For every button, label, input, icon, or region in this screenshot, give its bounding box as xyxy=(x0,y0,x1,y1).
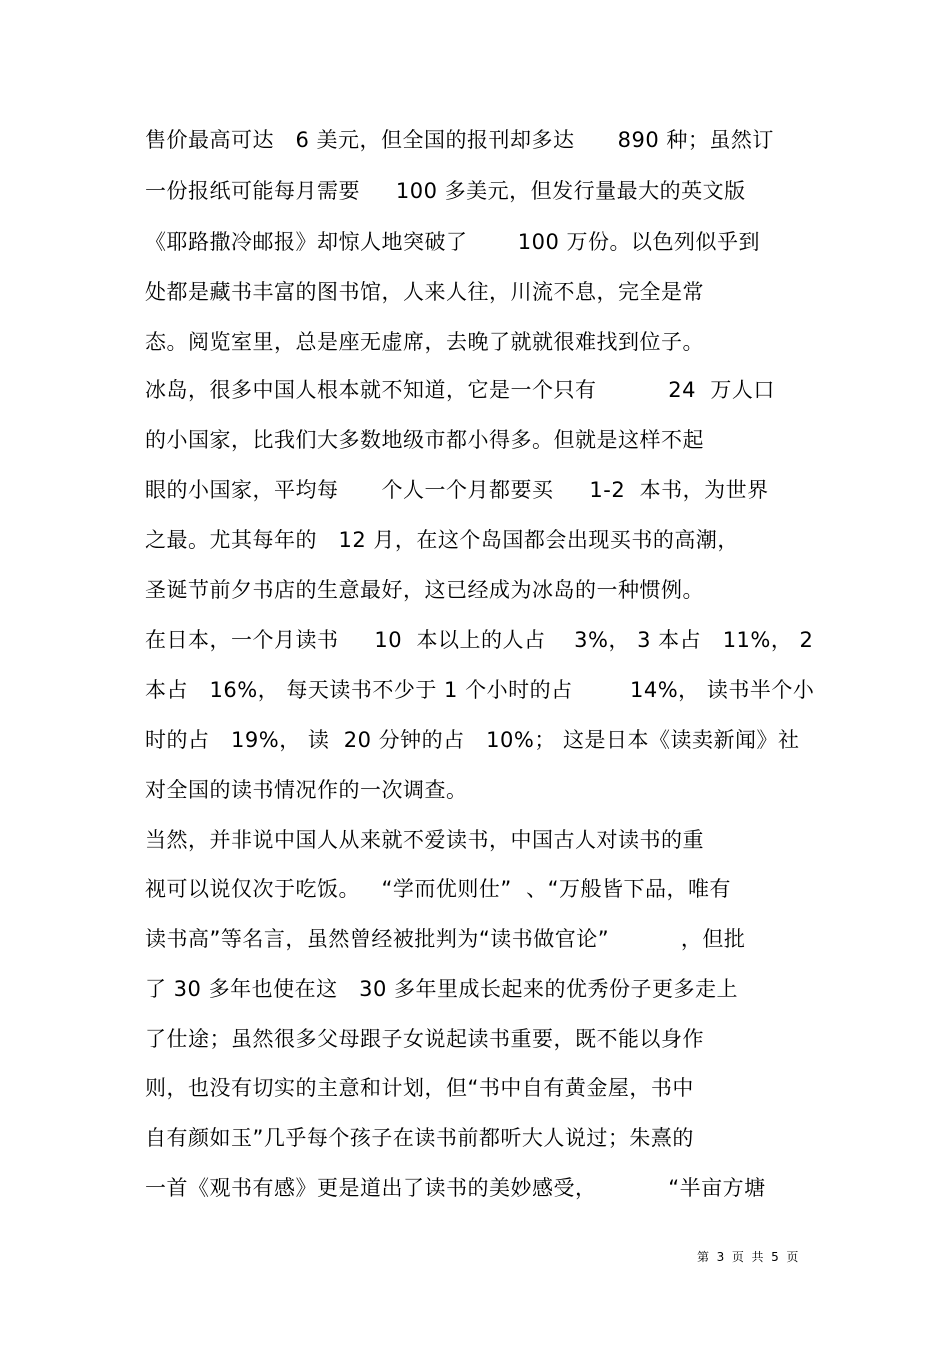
text-line: 读书高”等名言，虽然曾经被批判为“读书做官论” ，但批 xyxy=(145,927,746,951)
text-line: 的小国家，比我们大多数地级市都小得多。但就是这样不起 xyxy=(145,428,704,452)
text-line: 售价最高可达 6 美元，但全国的报刊却多达 890 种；虽然订 xyxy=(145,128,774,152)
text-line: 对全国的读书情况作的一次调查。 xyxy=(145,778,468,802)
text-line: 之最。尤其每年的 12 月，在这个岛国都会出现买书的高潮， xyxy=(145,528,739,552)
text-line: 处都是藏书丰富的图书馆，人来人往，川流不息，完全是常 xyxy=(145,280,704,304)
page-number-footer: 第 3 页 共 5 页 xyxy=(697,1250,799,1264)
text-line: 圣诞节前夕书店的生意最好，这已经成为冰岛的一种惯例。 xyxy=(145,578,704,602)
text-line: 自有颜如玉”几乎每个孩子在读书前都听大人说过；朱熹的 xyxy=(145,1126,694,1150)
text-line: 一份报纸可能每月需要 100 多美元，但发行量最大的英文版 xyxy=(145,179,746,203)
text-line: 冰岛，很多中国人根本就不知道，它是一个只有 24 万人口 xyxy=(145,378,775,402)
text-line: 视可以说仅次于吃饭。 “学而优则仕” 、“万般皆下品，唯有 xyxy=(145,877,732,901)
text-line: 态。阅览室里，总是座无虚席，去晚了就就很难找到位子。 xyxy=(145,330,704,354)
text-line: 了仕途；虽然很多父母跟子女说起读书重要，既不能以身作 xyxy=(145,1027,704,1051)
text-line: 眼的小国家，平均每 个人一个月都要买 1-2 本书，为世界 xyxy=(145,478,769,502)
text-line: 当然，并非说中国人从来就不爱读书，中国古人对读书的重 xyxy=(145,828,704,852)
text-line: 《耶路撒冷邮报》却惊人地突破了 100 万份。以色列似乎到 xyxy=(145,230,760,254)
text-line: 在日本，一个月读书 10 本以上的人占 3%， 3 本占 11%， 2 xyxy=(145,628,814,652)
text-line: 一首《观书有感》更是道出了读书的美妙感受， “半亩方塘 xyxy=(145,1176,766,1200)
text-line: 则，也没有切实的主意和计划，但“书中自有黄金屋，书中 xyxy=(145,1076,694,1100)
text-line: 了 30 多年也使在这 30 多年里成长起来的优秀份子更多走上 xyxy=(145,977,738,1001)
text-line: 时的占 19%， 读 20 分钟的占 10%； 这是日本《读卖新闻》社 xyxy=(145,728,800,752)
text-line: 本占 16%， 每天读书不少于 1 个小时的占 14%， 读书半个小 xyxy=(145,678,815,702)
